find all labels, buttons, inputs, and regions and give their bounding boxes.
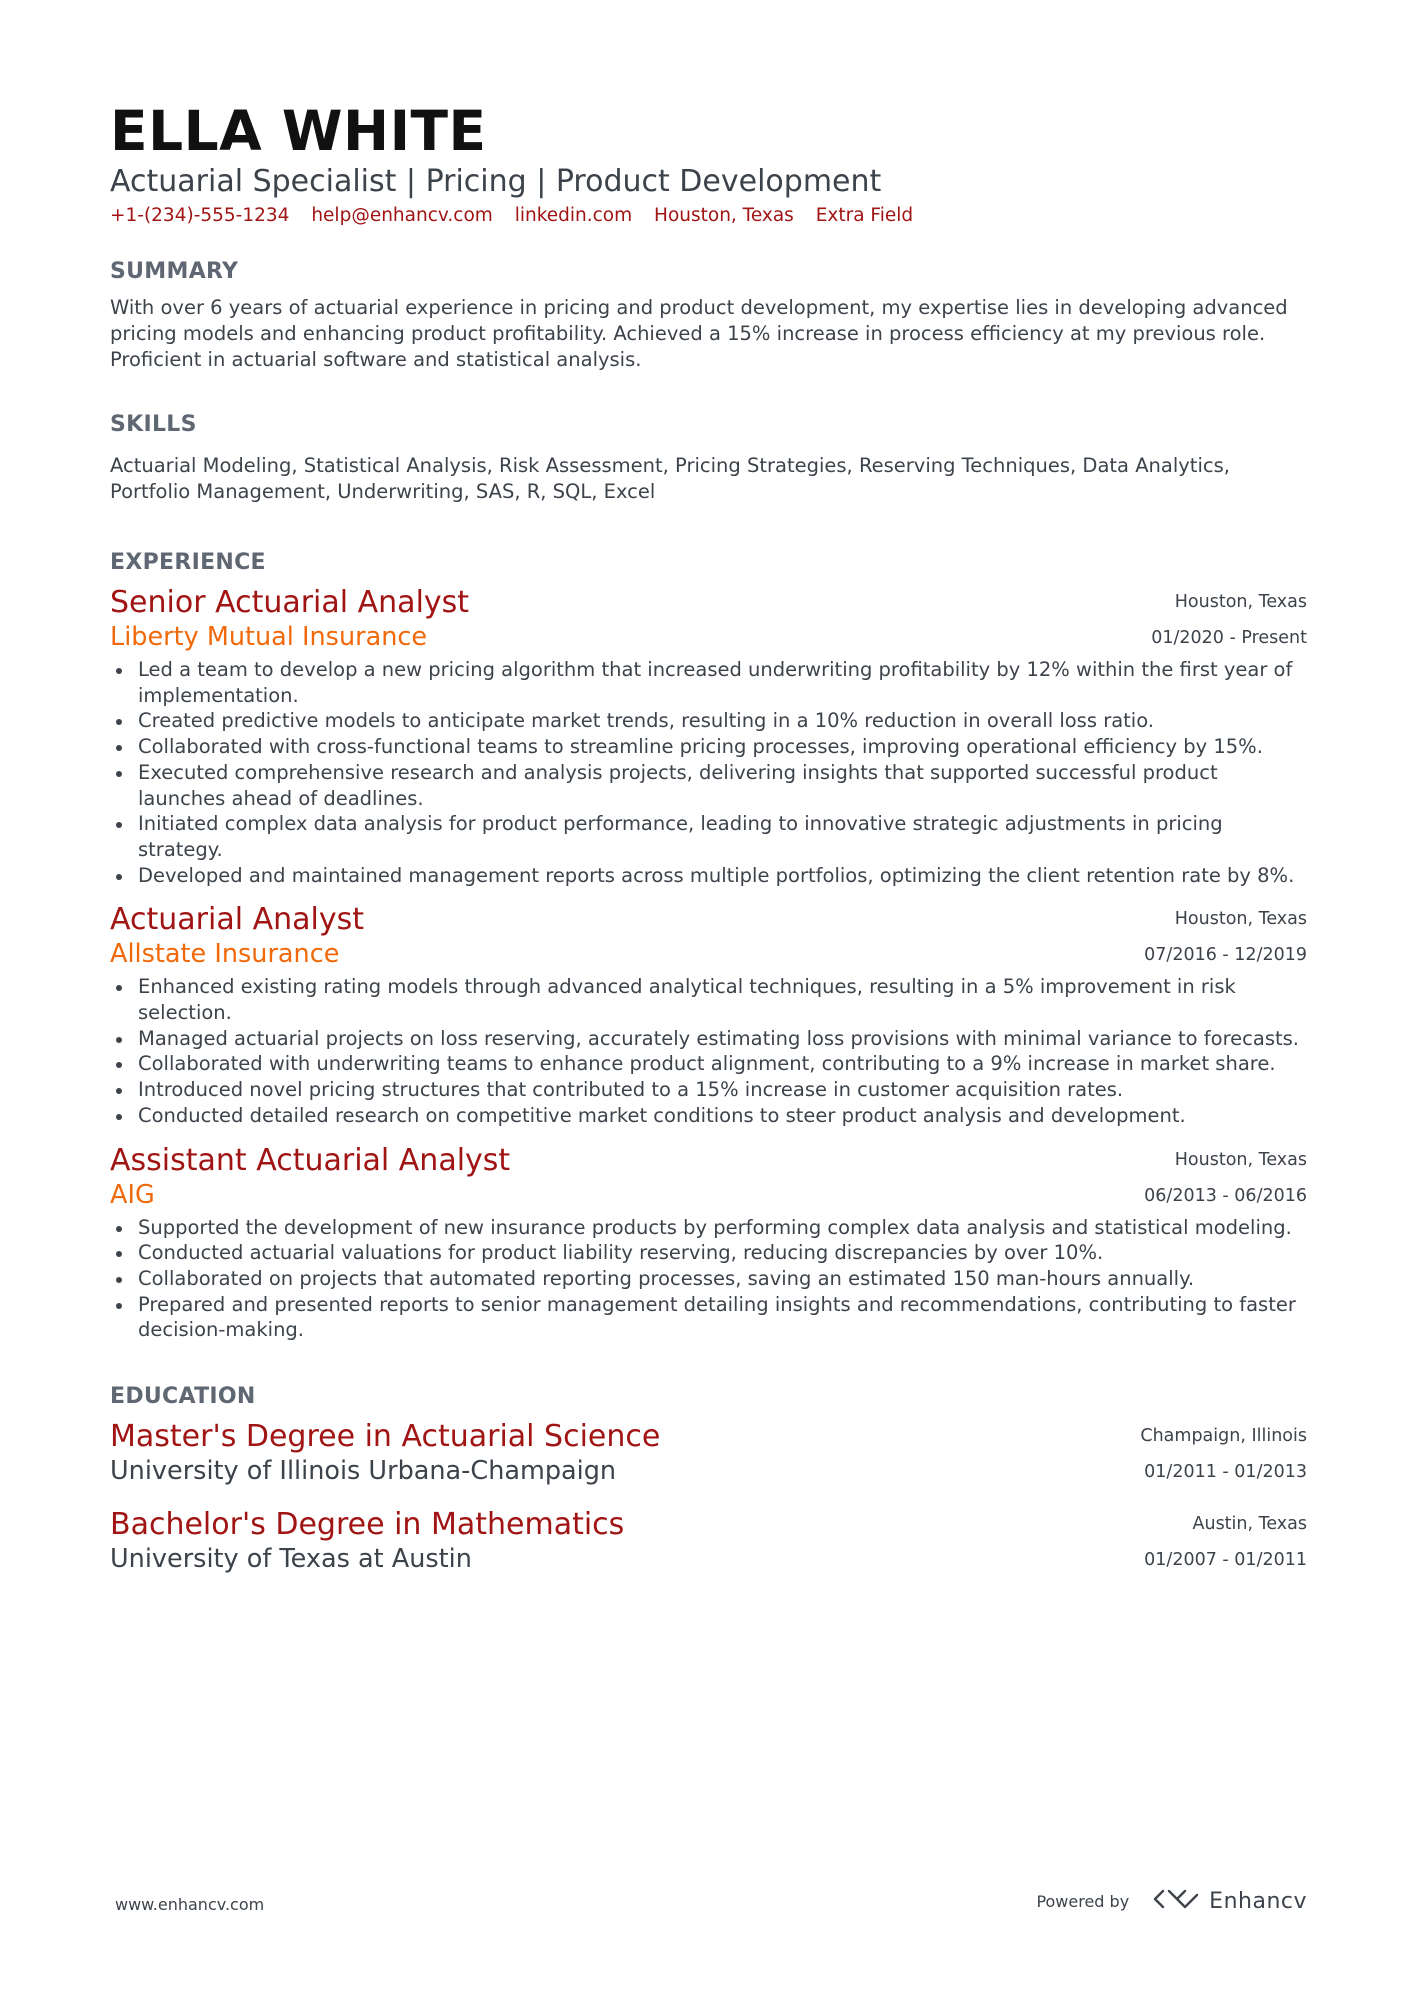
powered-by-label: Powered by xyxy=(1036,1891,1130,1911)
education-dates: 01/2007 - 01/2011 xyxy=(1144,1550,1307,1571)
enhancv-logo-icon xyxy=(1153,1887,1199,1915)
company-name: Liberty Mutual Insurance xyxy=(110,622,428,652)
bullet-item: Managed actuarial projects on loss reserving, accurately estimating loss provisions with minimal variance to forecasts. xyxy=(110,1026,1307,1052)
candidate-name: ELLA WHITE xyxy=(110,99,487,163)
job-title: Assistant Actuarial Analyst xyxy=(110,1142,511,1178)
contact-location: Houston, Texas xyxy=(654,205,794,226)
education-dates: 01/2011 - 01/2013 xyxy=(1144,1462,1307,1483)
contact-email[interactable]: help@enhancv.com xyxy=(311,205,493,226)
contact-extra: Extra Field xyxy=(815,205,914,226)
bullet-item: Prepared and presented reports to senior management detailing insights and recommendations, contributing to faster decision-making. xyxy=(110,1292,1307,1343)
education-entry xyxy=(110,1419,1307,1487)
company-name: AIG xyxy=(110,1179,155,1210)
bullet-item: Executed comprehensive research and analysis projects, delivering insights that supported successful product launches ahead of deadlines. xyxy=(110,760,1307,811)
experience-entry xyxy=(110,1143,1307,1344)
bullet-item: Collaborated with underwriting teams to enhance product alignment, contributing to a 9% increase in market share. xyxy=(110,1051,1307,1077)
school-name: University of Illinois Urbana-Champaign xyxy=(110,1456,617,1487)
job-dates: 06/2013 - 06/2016 xyxy=(1144,1185,1307,1206)
company-name: Allstate Insurance xyxy=(110,939,340,970)
footer-website[interactable]: www.enhancv.com xyxy=(115,1895,265,1914)
summary-text: With over 6 years of actuarial experience in pricing and product development, my expertise lies in developing advanced pricing models and enhancing product profitability. Achieved a 15% increase in process efficiency at my previous role. Proficient in actuarial software and statistical analysis. xyxy=(110,296,1288,371)
job-bullets xyxy=(110,1215,1307,1344)
bullet-item: Initiated complex data analysis for product performance, leading to innovative strategic adjustments in pricing strategy. xyxy=(110,811,1307,862)
skills-text: Actuarial Modeling, Statistical Analysis, Risk Assessment, Pricing Strategies, Reserving Techniques, Data Analytics, Portfolio Management, Underwriting, SAS, R, SQL, Excel xyxy=(110,454,1230,503)
job-bullets xyxy=(110,974,1307,1128)
contact-phone[interactable]: +1-(234)-555-1234 xyxy=(110,205,290,226)
job-location: Houston, Texas xyxy=(1174,909,1307,930)
bullet-item: Collaborated on projects that automated reporting processes, saving an estimated 150 man-hours annually. xyxy=(110,1266,1307,1292)
bullet-item: Led a team to develop a new pricing algorithm that increased underwriting profitability by 12% within the first year of implementation. xyxy=(110,657,1307,708)
job-location: Houston, Texas xyxy=(1174,592,1307,612)
bullet-item: Developed and maintained management reports across multiple portfolios, optimizing the client retention rate by 8%. xyxy=(110,863,1307,889)
resume-page xyxy=(110,98,1307,1575)
education-location: Austin, Texas xyxy=(1192,1514,1307,1535)
job-dates: 01/2020 - Present xyxy=(1151,628,1307,648)
education-location: Champaign, Illinois xyxy=(1140,1426,1307,1447)
job-bullets xyxy=(110,657,1307,888)
bullet-item: Created predictive models to anticipate market trends, resulting in a 10% reduction in overall loss ratio. xyxy=(110,708,1307,734)
contact-linkedin[interactable]: linkedin.com xyxy=(514,205,633,226)
job-dates: 07/2016 - 12/2019 xyxy=(1144,945,1307,966)
school-name: University of Texas at Austin xyxy=(110,1544,472,1575)
brand-name: Enhancv xyxy=(1209,1888,1307,1914)
experience-entry xyxy=(110,585,1307,888)
job-title: Senior Actuarial Analyst xyxy=(110,585,470,620)
skills-heading: SKILLS xyxy=(110,412,197,437)
degree-title: Master's Degree in Actuarial Science xyxy=(110,1419,661,1455)
experience-heading: EXPERIENCE xyxy=(110,550,266,575)
bullet-item: Conducted actuarial valuations for product liability reserving, reducing discrepancies by over 10%. xyxy=(110,1240,1307,1266)
job-title: Actuarial Analyst xyxy=(110,902,364,938)
bullet-item: Enhanced existing rating models through advanced analytical techniques, resulting in a 5% improvement in risk selection. xyxy=(110,974,1307,1025)
job-location: Houston, Texas xyxy=(1174,1149,1307,1170)
degree-title: Bachelor's Degree in Mathematics xyxy=(110,1507,625,1543)
bullet-item: Conducted detailed research on competitive market conditions to steer product analysis and development. xyxy=(110,1103,1307,1129)
bullet-item: Introduced novel pricing structures that contributed to a 15% increase in customer acquisition rates. xyxy=(110,1077,1307,1103)
education-heading: EDUCATION xyxy=(110,1384,256,1410)
experience-entry xyxy=(110,902,1307,1128)
education-entry xyxy=(110,1507,1307,1575)
summary-heading: SUMMARY xyxy=(110,259,239,284)
footer-branding xyxy=(1036,1887,1307,1915)
bullet-item: Supported the development of new insurance products by performing complex data analysis and statistical modeling. xyxy=(110,1215,1307,1241)
bullet-item: Collaborated with cross-functional teams to streamline pricing processes, improving operational efficiency by 15%. xyxy=(110,734,1307,760)
contact-bar xyxy=(110,204,1307,228)
headline: Actuarial Specialist | Pricing | Product Development xyxy=(110,164,882,199)
